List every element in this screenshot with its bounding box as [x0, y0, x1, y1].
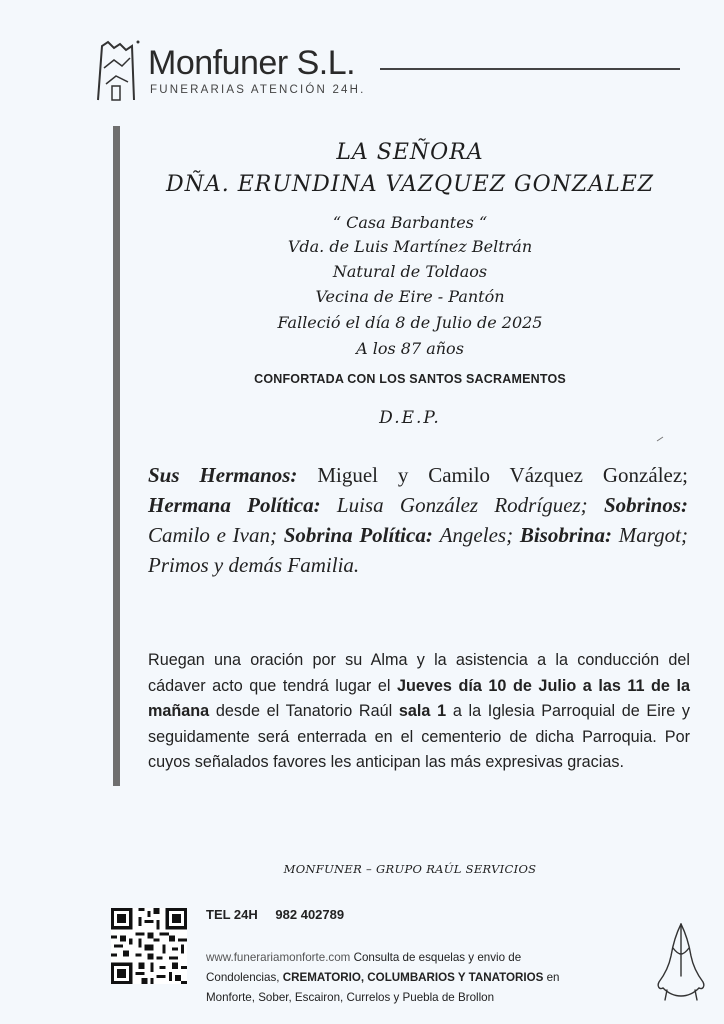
dep: D.E.P. [379, 408, 441, 428]
company-name: Monfuner S.L. [148, 44, 356, 82]
family-value: Camilo e Ivan; [148, 523, 277, 547]
qr-code-icon[interactable] [111, 908, 187, 984]
ceremony-datetime: Jueves día 10 de Julio a las 11 de la mañana [148, 676, 690, 720]
footer-text: en [546, 971, 560, 984]
family-value: Luisa González Rodríguez; [336, 493, 588, 517]
ceremony-text: a la Iglesia Parroquial de Eire y seguidamente será enterrada en el cementerio de dicha Parroquia. Por cuyos señalados favores les anticipan las más expresivas gracias. [148, 702, 690, 771]
phone-line [206, 907, 344, 922]
widow-of: Vda. de Luis Martínez Beltrán [287, 237, 533, 256]
side-bar [113, 126, 120, 786]
resident-of: Vecina de Eire - Pantón [315, 287, 505, 306]
footer-services: CREMATORIO, COLUMBARIOS Y TANATORIOS [282, 971, 544, 984]
sacraments: CONFORTADA CON LOS SANTOS SACRAMENTOS [254, 372, 566, 386]
company-tagline: FUNERARIAS ATENCIÓN 24H. [150, 84, 366, 96]
family-value: Miguel y Camilo Vázquez González; [317, 463, 689, 487]
header-rule [380, 68, 680, 70]
family-paragraph [148, 460, 688, 580]
family-value: Margot; Primos y demás Familia. [148, 523, 688, 577]
footer-info [206, 948, 646, 1008]
family-key: Sobrina Política: [283, 523, 433, 547]
family-value: Angeles; [439, 523, 514, 547]
natural-of: Natural de Toldaos [332, 262, 488, 281]
website-link[interactable]: www.funerariamonforte.com [206, 951, 351, 964]
age: A los 87 años [356, 339, 464, 358]
house-name: “ Casa Barbantes “ [332, 213, 488, 232]
death-date: Falleció el día 8 de Julio de 2025 [277, 313, 543, 332]
ceremony-paragraph [148, 648, 690, 776]
family-key: Sus Hermanos: [148, 463, 298, 487]
praying-hands-icon [651, 918, 711, 1002]
deceased-title: LA SEÑORA [336, 140, 484, 165]
family-key: Bisobrina: [519, 523, 613, 547]
family-key: Hermana Política: [148, 493, 321, 517]
castle-logo-icon [92, 38, 140, 102]
footer-text: Condolencias, [206, 971, 280, 984]
phone-number[interactable]: 982 402789 [275, 907, 345, 922]
ceremony-room: sala 1 [398, 702, 447, 720]
deceased-name: DÑA. ERUNDINA VAZQUEZ GONZALEZ [165, 172, 655, 197]
ceremony-text: desde el Tanatorio Raúl [215, 702, 393, 720]
phone-label: TEL 24H [206, 907, 258, 922]
ceremony-text: Ruegan una oración por su Alma y la asistencia a la conducción del cádaver acto que tendrá lugar el [148, 651, 690, 695]
family-key: Sobrinos: [603, 493, 689, 517]
group-signature: MONFUNER – GRUPO RAÚL SERVICIOS [283, 862, 537, 876]
footer-text: Consulta de esquelas y envio de [353, 951, 522, 964]
stray-mark [656, 436, 664, 442]
footer-locations: Monforte, Sober, Escairon, Currelos y Puebla de Brollon [206, 991, 495, 1004]
